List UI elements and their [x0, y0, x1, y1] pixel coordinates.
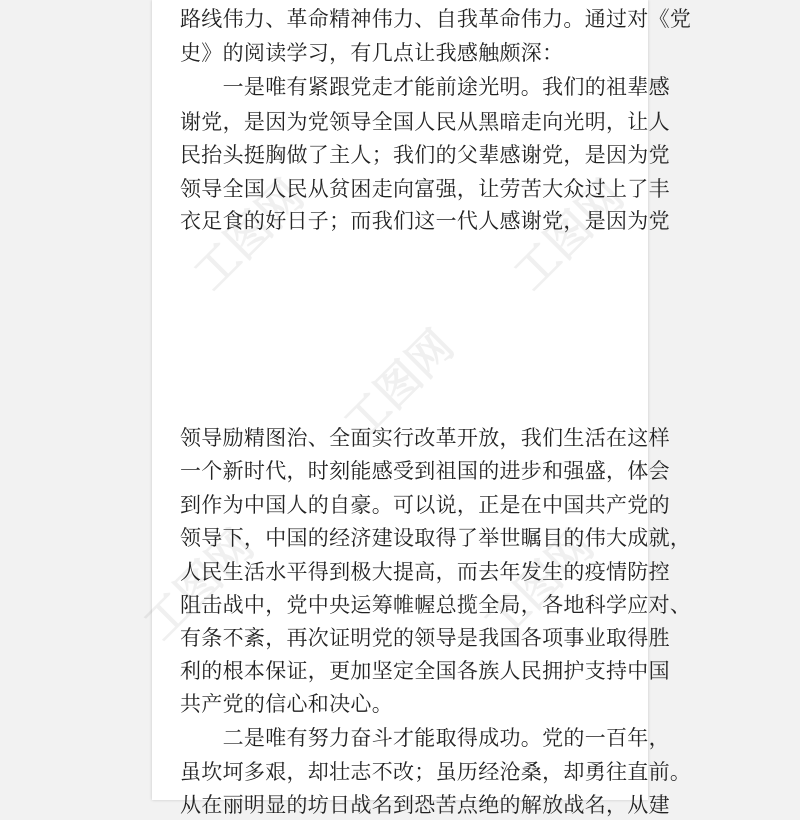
- text-line: 史》的阅读学习，有几点让我感触颇深：: [180, 41, 564, 65]
- text-line: 从在丽明显的坊日战名到恐苦点绝的解放战名，从建: [180, 793, 670, 817]
- text-line: 路线伟力、革命精神伟力、自我革命伟力。通过对《党: [180, 7, 692, 31]
- text-line: 人民生活水平得到极大提高，而去年发生的疫情防控: [180, 560, 670, 584]
- text-line: 一个新时代，时刻能感受到祖国的进步和强盛，体会: [180, 459, 670, 483]
- text-line: 二是唯有努力奋斗才能取得成功。党的一百年，: [180, 726, 670, 750]
- text-line: 民抬头挺胸做了主人；我们的父辈感谢党，是因为党: [180, 143, 670, 167]
- text-line: 领导全国人民从贫困走向富强，让劳苦大众过上了丰: [180, 177, 670, 201]
- text-line: 阻击战中，党中央运筹帷幄总揽全局，各地科学应对、: [180, 593, 692, 617]
- text-line: 到作为中国人的自豪。可以说，正是在中国共产党的: [180, 493, 670, 517]
- text-line: 领导下，中国的经济建设取得了举世瞩目的伟大成就，: [180, 526, 692, 550]
- text-line: 有条不紊，再次证明党的领导是我国各项事业取得胜: [180, 626, 670, 650]
- watermark: 工图网: [184, 170, 314, 300]
- text-line: 衣足食的好日子；而我们这一代人感谢党，是因为党: [180, 209, 670, 233]
- text-line: 领导励精图治、全面实行改革开放，我们生活在这样: [180, 426, 670, 450]
- watermark: 工图网: [134, 520, 264, 650]
- watermark: 工图网: [334, 320, 464, 450]
- text-line: 一是唯有紧跟党走才能前途光明。我们的祖辈感: [180, 75, 670, 99]
- watermark: 工图网: [504, 170, 634, 300]
- text-line: 利的根本保证，更加坚定全国各族人民拥护支持中国: [180, 659, 670, 683]
- text-line: 共产党的信心和决心。: [180, 692, 393, 716]
- text-line: 虽坎坷多艰，却壮志不改；虽历经沧桑，却勇往直前。: [180, 760, 692, 784]
- watermark: 工图网: [474, 520, 604, 650]
- text-line: 谢党，是因为党领导全国人民从黑暗走向光明，让人: [180, 110, 670, 134]
